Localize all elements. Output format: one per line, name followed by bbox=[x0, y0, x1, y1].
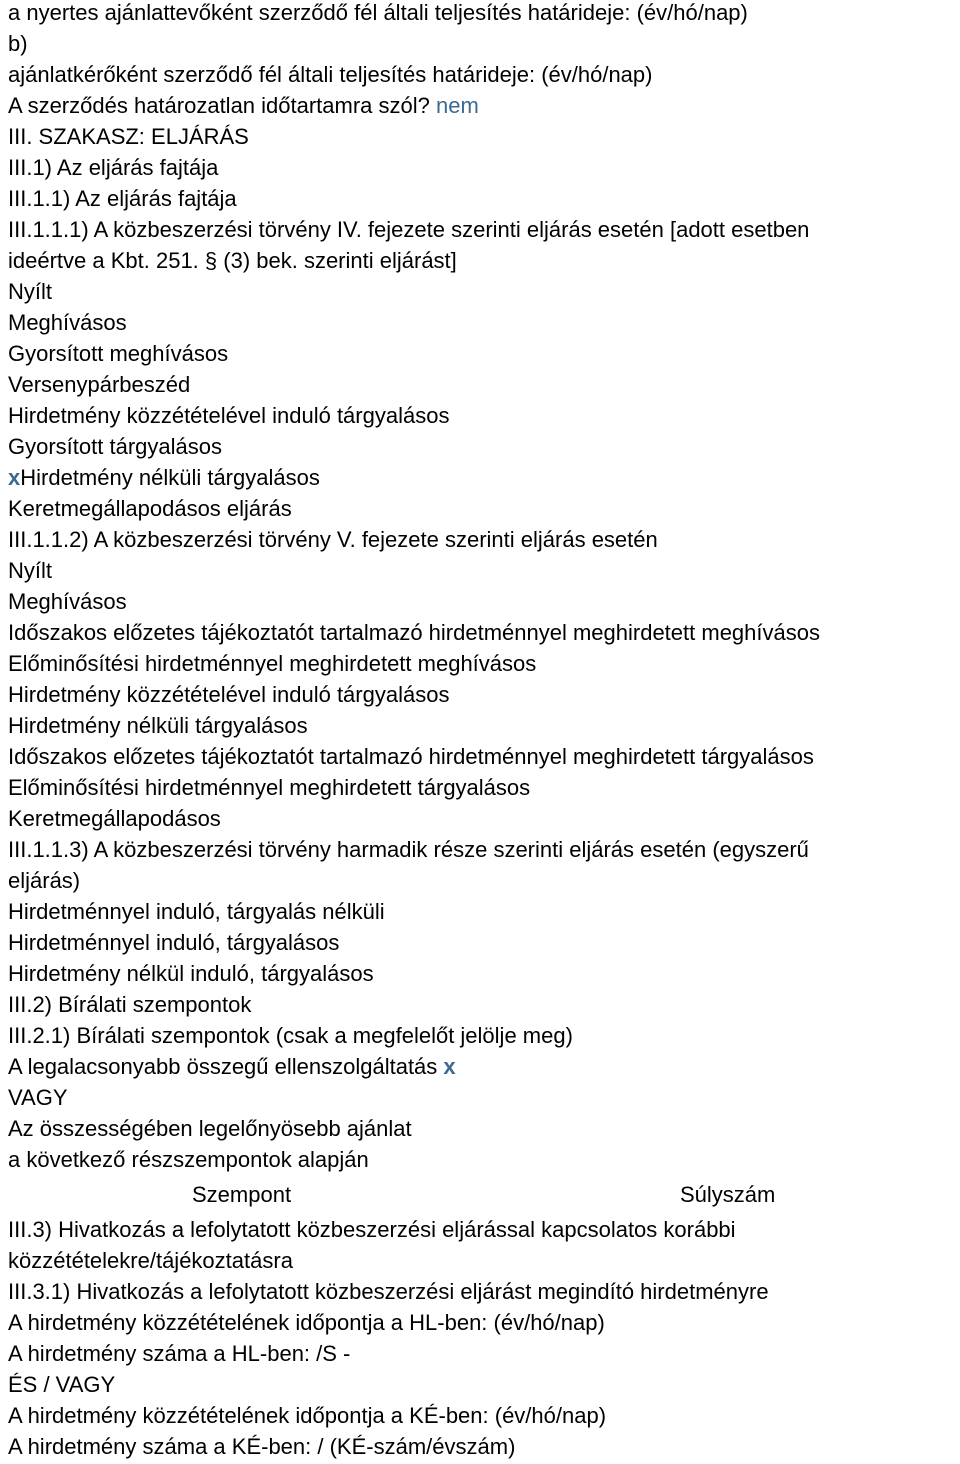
table-header-weight: Súlyszám bbox=[680, 1182, 776, 1207]
subsection-heading: III.1) Az eljárás fajtája bbox=[8, 155, 219, 180]
subsection-heading: III.3) Hivatkozás a lefolytatott közbeszerzési eljárással kapcsolatos korábbi bbox=[8, 1217, 736, 1242]
procedure-option: Időszakos előzetes tájékoztatót tartalmazó hirdetménnyel meghirdetett tárgyalásos bbox=[8, 744, 814, 769]
text-line: a nyertes ajánlattevőként szerződő fél általi teljesítés határideje: (év/hó/nap) bbox=[8, 0, 748, 25]
text-line: A hirdetmény száma a KÉ-ben: / (KÉ-szám/évszám) bbox=[8, 1434, 516, 1459]
procedure-option: Hirdetménnyel induló, tárgyalás nélküli bbox=[8, 899, 385, 924]
text-line: b) bbox=[8, 31, 28, 56]
procedure-option: Hirdetmény nélküli tárgyalásos bbox=[8, 713, 308, 738]
procedure-option: Meghívásos bbox=[8, 589, 127, 614]
procedure-option: Gyorsított tárgyalásos bbox=[8, 434, 222, 459]
procedure-option: Versenypárbeszéd bbox=[8, 372, 191, 397]
subsection-heading: III.1.1.1) A közbeszerzési törvény IV. fejezete szerinti eljárás esetén [adott esetben bbox=[8, 217, 810, 242]
procedure-option: Időszakos előzetes tájékoztatót tartalmazó hirdetménnyel meghirdetett meghívásos bbox=[8, 620, 820, 645]
text-line: A hirdetmény száma a HL-ben: /S - bbox=[8, 1341, 351, 1366]
text-line: eljárás) bbox=[8, 868, 81, 893]
selected-mark: x bbox=[8, 465, 21, 490]
selected-mark: x bbox=[443, 1054, 456, 1079]
procedure-option: Nyílt bbox=[8, 279, 52, 304]
procedure-option: Hirdetmény közzétételével induló tárgyalásos bbox=[8, 403, 450, 428]
subsection-heading: III.2) Bírálati szempontok bbox=[8, 992, 252, 1017]
procedure-option: Meghívásos bbox=[8, 310, 127, 335]
procedure-option: Hirdetmény nélkül induló, tárgyalásos bbox=[8, 961, 374, 986]
procedure-option: Hirdetménnyel induló, tárgyalásos bbox=[8, 930, 340, 955]
text-line: közzétételekre/tájékoztatásra bbox=[8, 1248, 293, 1273]
table-header-criterion: Szempont bbox=[192, 1182, 292, 1207]
option-label: Hirdetmény nélküli tárgyalásos bbox=[20, 465, 320, 490]
answer-value: nem bbox=[436, 93, 479, 118]
subsection-heading: III.1.1.2) A közbeszerzési törvény V. fejezete szerinti eljárás esetén bbox=[8, 527, 658, 552]
section-heading: III. SZAKASZ: ELJÁRÁS bbox=[8, 124, 249, 149]
option-label: A legalacsonyabb összegű ellenszolgáltatás bbox=[8, 1054, 438, 1079]
text-line: ajánlatkérőként szerződő fél általi teljesítés határideje: (év/hó/nap) bbox=[8, 62, 653, 87]
subsection-heading: III.1.1.3) A közbeszerzési törvény harmadik része szerinti eljárás esetén (egyszerű bbox=[8, 837, 809, 862]
procedure-option: Gyorsított meghívásos bbox=[8, 341, 229, 366]
procedure-option: Nyílt bbox=[8, 558, 52, 583]
text-line: A hirdetmény közzétételének időpontja a HL-ben: (év/hó/nap) bbox=[8, 1310, 605, 1335]
procedure-option: Keretmegállapodásos bbox=[8, 806, 221, 831]
text-line: VAGY bbox=[8, 1085, 68, 1110]
text-line: ideértve a Kbt. 251. § (3) bek. szerinti eljárást] bbox=[8, 248, 457, 273]
subsection-heading: III.1.1) Az eljárás fajtája bbox=[8, 186, 237, 211]
procedure-option: Hirdetmény közzétételével induló tárgyalásos bbox=[8, 682, 450, 707]
criterion-option-selected bbox=[8, 1051, 456, 1082]
question-text: A szerződés határozatlan időtartamra szól? bbox=[8, 93, 430, 118]
text-line bbox=[8, 90, 479, 121]
procedure-option: Előminősítési hirdetménnyel meghirdetett meghívásos bbox=[8, 651, 537, 676]
subsection-heading: III.3.1) Hivatkozás a lefolytatott közbeszerzési eljárást megindító hirdetményre bbox=[8, 1279, 769, 1304]
procedure-option: Keretmegállapodásos eljárás bbox=[8, 496, 292, 521]
text-line: ÉS / VAGY bbox=[8, 1372, 116, 1397]
procedure-option: Előminősítési hirdetménnyel meghirdetett tárgyalásos bbox=[8, 775, 531, 800]
subsection-heading: III.2.1) Bírálati szempontok (csak a megfelelőt jelölje meg) bbox=[8, 1023, 573, 1048]
text-line: A hirdetmény közzétételének időpontja a KÉ-ben: (év/hó/nap) bbox=[8, 1403, 607, 1428]
text-line: a következő részszempontok alapján bbox=[8, 1147, 369, 1172]
procedure-option-selected bbox=[8, 462, 320, 493]
criterion-option: Az összességében legelőnyösebb ajánlat bbox=[8, 1116, 412, 1141]
